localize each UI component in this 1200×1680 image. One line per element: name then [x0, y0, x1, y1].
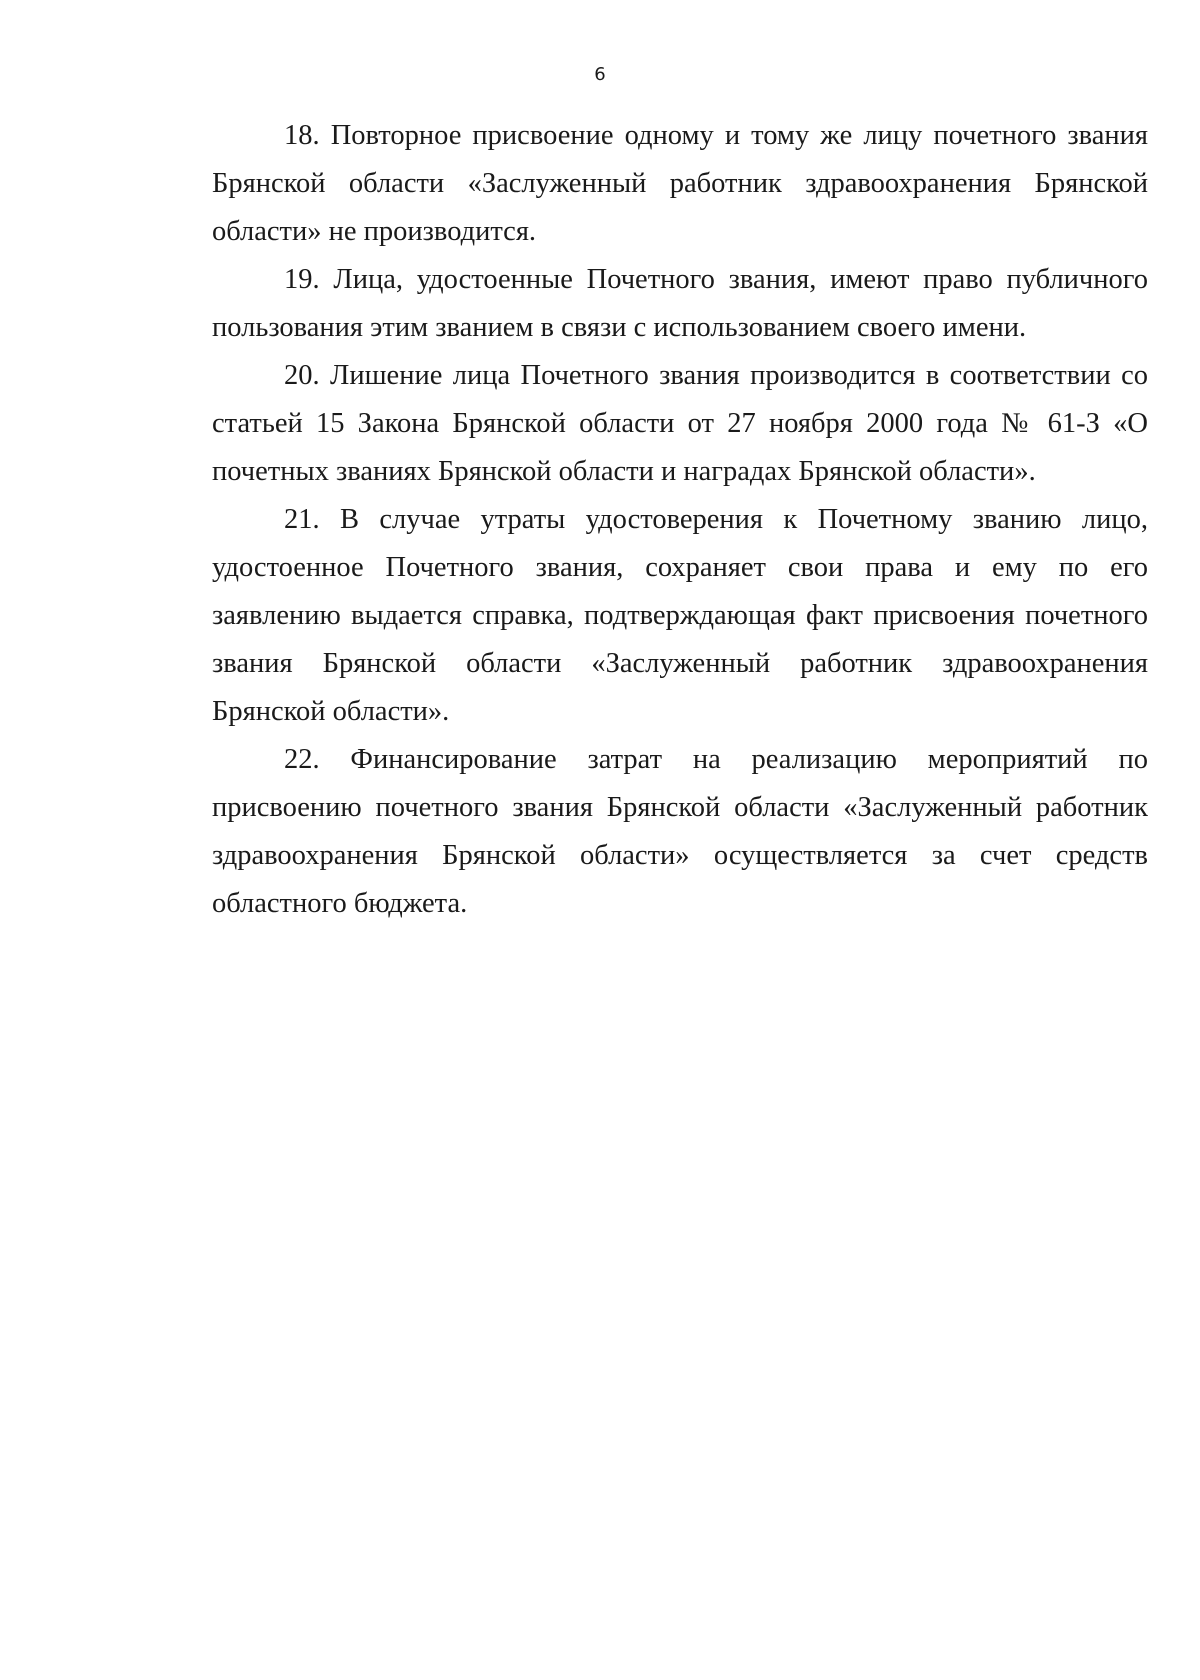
paragraph-19: 19. Лица, удостоенные Почетного звания, имеют право публичного пользования этим званием в связи с использованием своего имени. — [212, 264, 1148, 343]
paragraph-18: 18. Повторное присвоение одному и тому же лицу почетного звания Брянской области «Заслуженный работник здравоохранения Брянской области» не производится. — [212, 120, 1148, 247]
paragraph-21: 21. В случае утраты удостоверения к Почетному званию лицо, удостоенное Почетного звания, сохраняет свои права и ему по его заявлению выдается справка, подтверждающая факт присвоения почетного звания Брянской области «Заслуженный работник здравоохранения Брянской области». — [212, 504, 1148, 727]
document-body — [212, 112, 1148, 928]
paragraph-20: 20. Лишение лица Почетного звания производится в соответствии со статьей 15 Закона Брянской области от 27 ноября 2000 года № 61-З «О почетных званиях Брянской области и наградах Брянской области». — [212, 360, 1148, 487]
paragraph-22: 22. Финансирование затрат на реализацию мероприятий по присвоению почетного звания Брянской области «Заслуженный работник здравоохранения Брянской области» осуществляется за счет средств областного бюджета. — [212, 744, 1148, 919]
page-number: 6 — [594, 64, 606, 85]
